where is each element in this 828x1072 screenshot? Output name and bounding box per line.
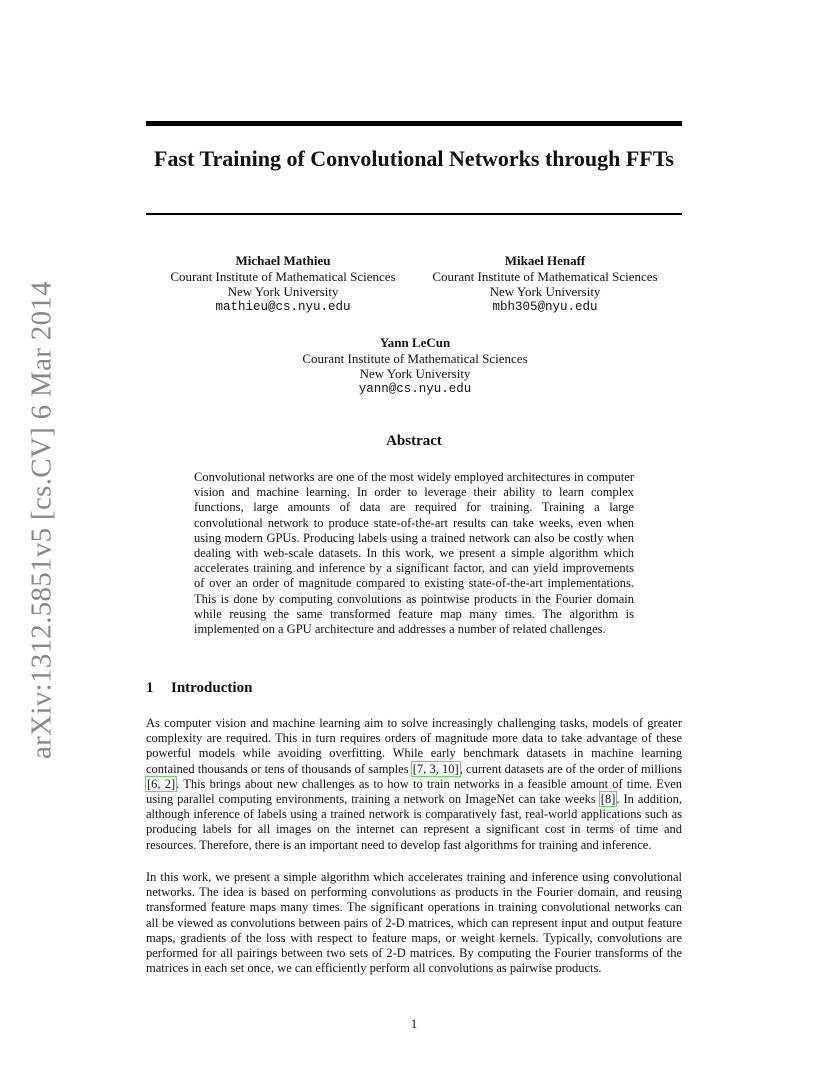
abstract-heading: Abstract: [386, 433, 442, 449]
author-university: New York University: [359, 366, 471, 381]
author-university: New York University: [227, 284, 339, 299]
paragraph-text: As computer vision and machine learning aim to solve increasingly challenging tasks, models of greater complexity are required. This in turn requires orders of magnitude more data to take advantage of these powerful models while avoiding overfitting. While early benchmark datasets in machine learning contained thousands or tens of thousands of samples: [146, 716, 682, 776]
author-block: [148, 253, 418, 315]
abstract-text: Convolutional networks are one of the most widely employed architectures in computer vision and machine learning. In order to leverage their ability to learn complex functions, large amounts of data are required for training. Training a large convolutional network to produce state-of-the-art results can take weeks, even when using modern GPUs. Producing labels using a trained network can also be costly when dealing with web-scale datasets. In this work, we present a simple algorithm which accelerates training and inference by a significant factor, and can yield improvements of over an order of magnitude compared to existing state-of-the-art implementations. This is done by computing convolutions as pointwise products in the Fourier domain while reusing the same transformed feature map many times. The algorithm is implemented on a GPU architecture and addresses a number of related challenges.: [194, 470, 634, 637]
intro-paragraph-1: [146, 716, 682, 853]
citation-link[interactable]: [7, 3, 10]: [412, 761, 459, 776]
author-name: Yann LeCun: [379, 335, 451, 350]
author-affiliation: Courant Institute of Mathematical Sciences: [432, 268, 658, 284]
title-rule-top: [146, 121, 682, 126]
page-number: 1: [410, 1016, 418, 1031]
citation-link[interactable]: [8]: [600, 792, 616, 807]
author-email[interactable]: mathieu@cs.nyu.edu: [215, 299, 351, 314]
author-affiliation: Courant Institute of Mathematical Sciences: [302, 350, 528, 366]
author-name: Michael Mathieu: [235, 253, 331, 268]
paper-title: Fast Training of Convolutional Networks through FFTs: [154, 146, 674, 171]
title-rule-bottom: [146, 213, 682, 215]
author-affiliation: Courant Institute of Mathematical Sciences: [170, 268, 396, 284]
author-block: [280, 335, 550, 397]
author-university: New York University: [489, 284, 601, 299]
author-name: Mikael Henaff: [504, 253, 586, 268]
author-block: [410, 253, 680, 315]
paragraph-text: , current datasets are of the order of millions: [459, 761, 683, 776]
intro-paragraph-2: In this work, we present a simple algorithm which accelerates training and inference using convolutional networks. The idea is based on performing convolutions as products in the Fourier domain, and reusing transformed feature maps many times. The significant operations in training convolutional networks can all be viewed as convolutions between pairs of 2-D matrices, which can represent input and output feature maps, gradients of the loss with respect to feature maps, or weight kernels. Typically, convolutions are performed for all pairings between two sets of 2-D matrices. By computing the Fourier transforms of the matrices in each set once, we can efficiently perform all convolutions as pairwise products.: [146, 870, 682, 976]
author-email[interactable]: mbh305@nyu.edu: [492, 299, 598, 314]
paragraph-text: . This brings about new challenges as to how to train networks in a feasible amount of time. Even using parallel computing environments, training a network on ImageNet can take weeks: [146, 776, 682, 807]
citation-link[interactable]: [6, 2]: [147, 776, 176, 791]
paragraph-text: . In addition, although inference of labels using a trained network is comparatively fast, real-world applications such as producing labels for all images on the internet can represent a significant cost in terms of time and resources. Therefore, there is an important need to develop fast algorithms for training and inference.: [146, 792, 682, 852]
section-number: 1: [146, 680, 154, 696]
section-heading: [146, 680, 682, 697]
section-title: Introduction: [171, 680, 253, 696]
arxiv-stamp: arXiv:1312.5851v5 [cs.CV] 6 Mar 2014: [25, 281, 58, 759]
author-email[interactable]: yann@cs.nyu.edu: [358, 381, 472, 396]
